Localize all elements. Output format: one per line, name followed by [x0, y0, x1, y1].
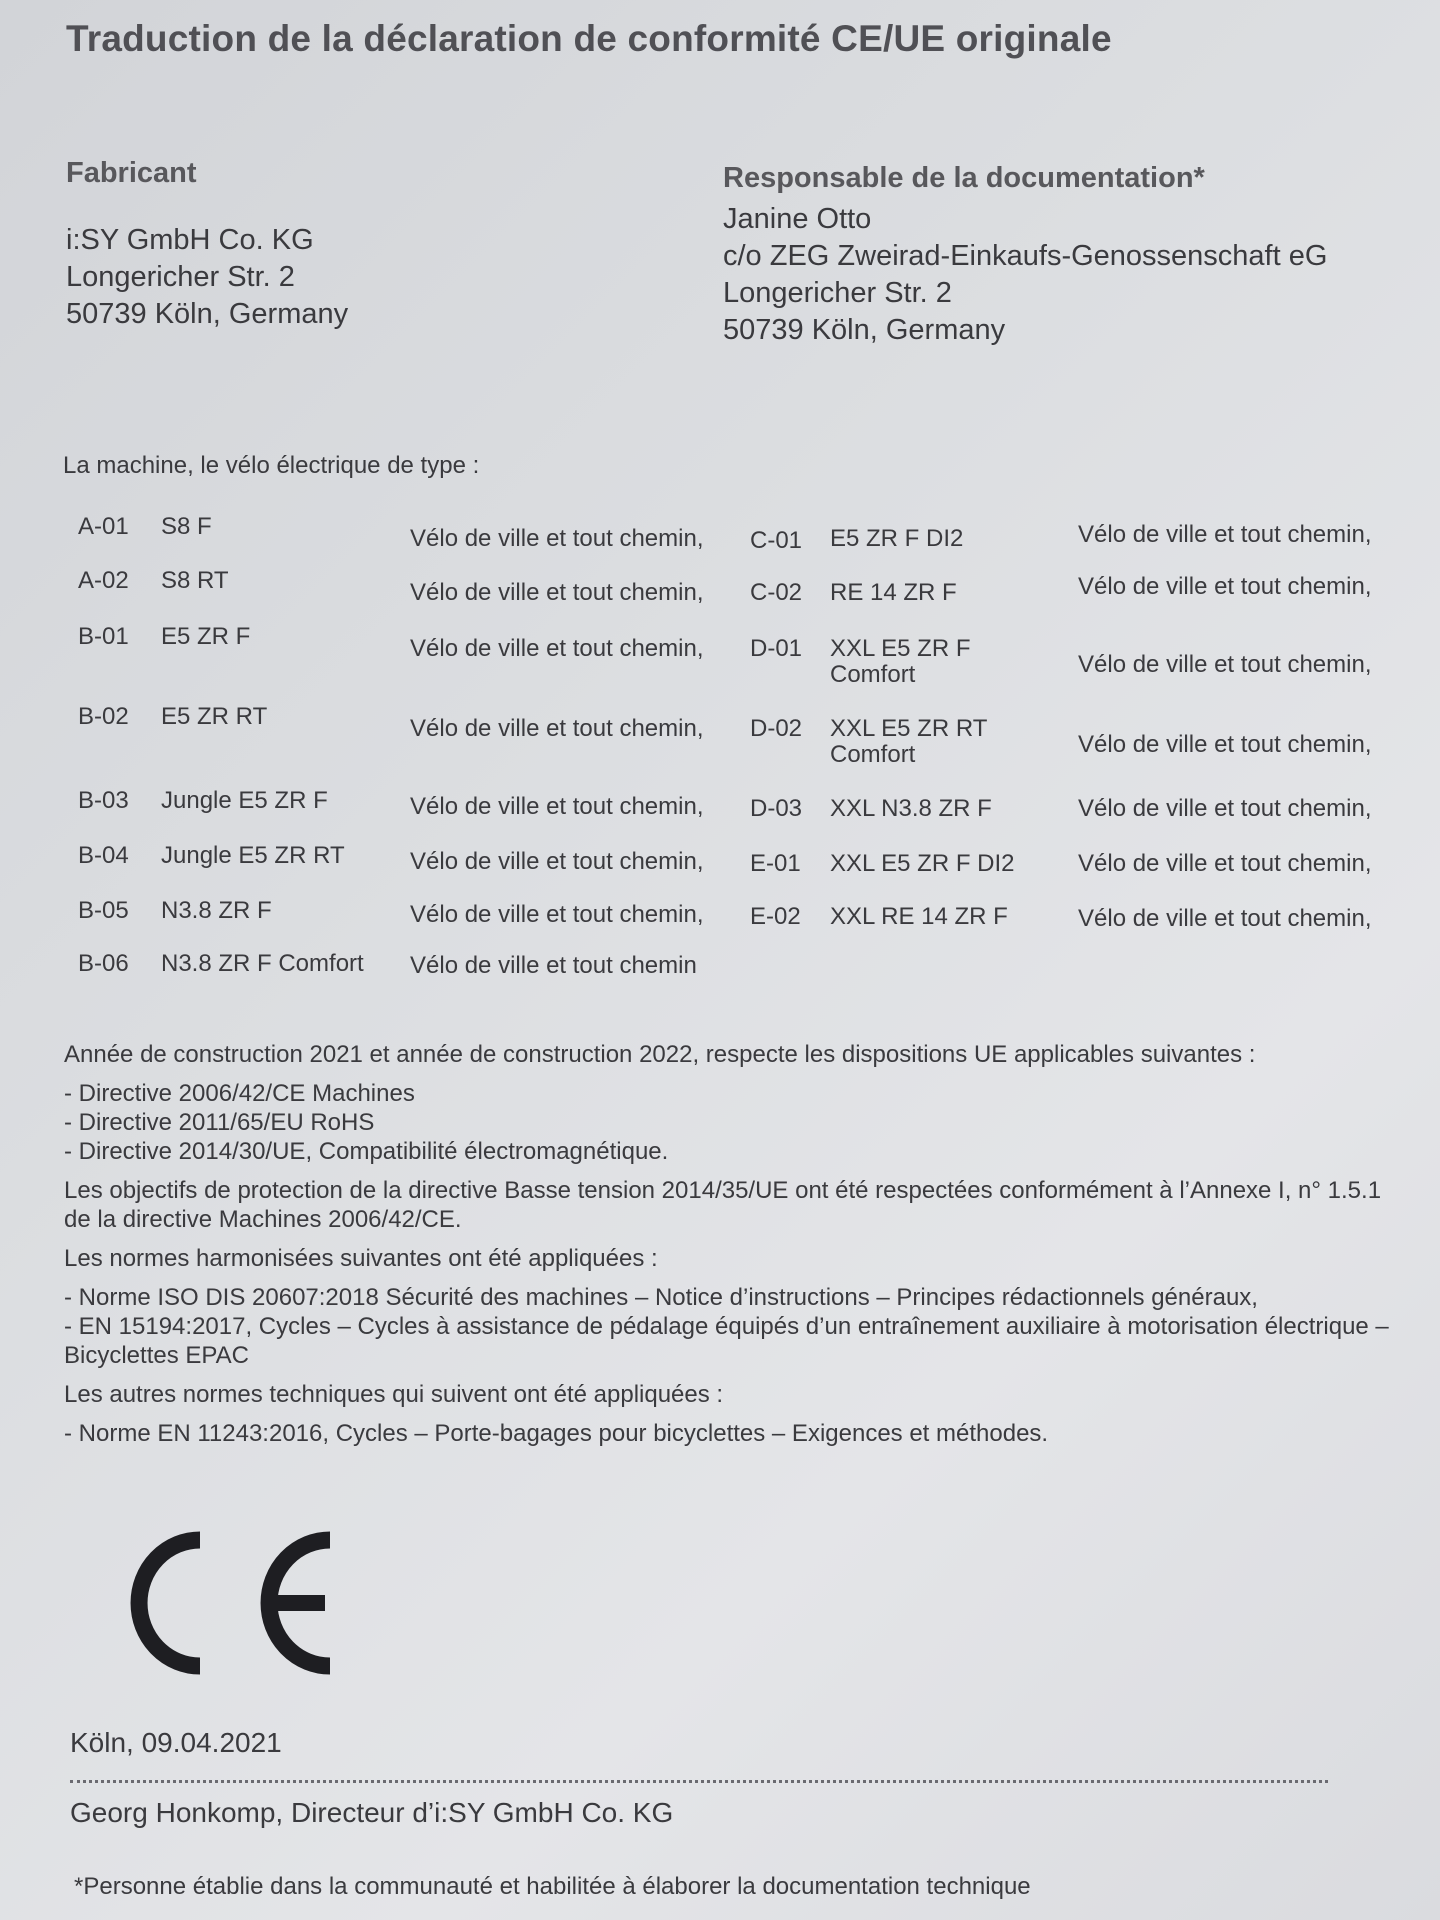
model-code: B-06 — [78, 950, 129, 977]
documentation-street: Longericher Str. 2 — [723, 277, 952, 309]
documentation-heading: Responsable de la documentation* — [723, 162, 1205, 194]
model-name: E5 ZR RT — [161, 703, 268, 730]
model-name: XXL N3.8 ZR F — [830, 795, 992, 822]
documentation-company: c/o ZEG Zweirad-Einkaufs-Genossenschaft eG — [723, 240, 1328, 272]
place-and-date: Köln, 09.04.2021 — [70, 1727, 282, 1758]
manufacturer-block — [66, 155, 348, 333]
model-code: E-01 — [750, 850, 801, 877]
model-code: E-02 — [750, 903, 801, 930]
documentation-city: 50739 Köln, Germany — [723, 314, 1006, 346]
manufacturer-heading: Fabricant — [66, 157, 197, 189]
model-description: Vélo de ville et tout chemin, — [1078, 573, 1372, 600]
model-name: XXL E5 ZR RT — [830, 715, 988, 742]
model-description: Vélo de ville et tout chemin, — [410, 901, 704, 928]
model-code: D-01 — [750, 635, 803, 662]
conformity-text — [64, 1040, 1414, 1448]
model-description: Vélo de ville et tout chemin, — [410, 848, 704, 875]
ce-mark-icon — [130, 1528, 350, 1678]
documentation-block — [723, 160, 1327, 349]
model-description: Vélo de ville et tout chemin — [410, 952, 697, 979]
year-statement: Année de construction 2021 et année de construction 2022, respecte les dispositions UE applicables suivantes : — [64, 1041, 1256, 1068]
documentation-person: Janine Otto — [723, 203, 872, 235]
footnote: *Personne établie dans la communauté et habilitée à élaborer la documentation technique — [74, 1873, 1031, 1900]
model-code: D-02 — [750, 715, 803, 742]
model-code: B-04 — [78, 842, 129, 869]
model-name: XXL RE 14 ZR F — [830, 903, 1008, 930]
model-name: RE 14 ZR F — [830, 579, 957, 606]
model-name: S8 RT — [161, 567, 229, 594]
model-description: Vélo de ville et tout chemin, — [410, 715, 704, 742]
directive-item: - Directive 2014/30/UE, Compatibilité électromagnétique. — [64, 1138, 669, 1165]
directive-item: - Directive 2011/65/EU RoHS — [64, 1109, 375, 1136]
manufacturer-name: i:SY GmbH Co. KG — [66, 224, 314, 256]
manufacturer-city: 50739 Köln, Germany — [66, 298, 349, 330]
harmonized-intro: Les normes harmonisées suivantes ont été appliquées : — [64, 1245, 658, 1272]
model-code: C-01 — [750, 527, 803, 554]
model-name: N3.8 ZR F — [161, 897, 272, 924]
model-description: Vélo de ville et tout chemin, — [1078, 795, 1372, 822]
signature-line — [70, 1780, 1328, 1783]
model-name-suffix: Comfort — [830, 661, 916, 688]
model-code: B-02 — [78, 703, 129, 730]
other-norms-intro: Les autres normes techniques qui suivent ont été appliquées : — [64, 1381, 724, 1408]
model-description: Vélo de ville et tout chemin, — [1078, 731, 1372, 758]
model-name: XXL E5 ZR F — [830, 635, 971, 662]
model-description: Vélo de ville et tout chemin, — [410, 635, 704, 662]
directive-item: - Directive 2006/42/CE Machines — [64, 1080, 415, 1107]
model-description: Vélo de ville et tout chemin, — [1078, 850, 1372, 877]
model-name: Jungle E5 ZR F — [161, 787, 328, 814]
model-description: Vélo de ville et tout chemin, — [1078, 905, 1372, 932]
model-code: B-03 — [78, 787, 129, 814]
model-code: A-01 — [78, 513, 129, 540]
machine-intro: La machine, le vélo électrique de type : — [63, 452, 480, 479]
model-description: Vélo de ville et tout chemin, — [410, 579, 704, 606]
harmonized-item: - Norme ISO DIS 20607:2018 Sécurité des machines – Notice d’instructions – Principes rédactionnels généraux, — [64, 1284, 1258, 1311]
model-description: Vélo de ville et tout chemin, — [410, 793, 704, 820]
model-name-suffix: Comfort — [830, 741, 916, 768]
manufacturer-street: Longericher Str. 2 — [66, 261, 295, 293]
model-code: C-02 — [750, 579, 803, 606]
model-code: A-02 — [78, 567, 129, 594]
model-name: Jungle E5 ZR RT — [161, 842, 345, 869]
model-name: S8 F — [161, 513, 212, 540]
model-code: B-05 — [78, 897, 129, 924]
model-name: XXL E5 ZR F DI2 — [830, 850, 1015, 877]
model-code: B-01 — [78, 623, 129, 650]
model-description: Vélo de ville et tout chemin, — [410, 525, 704, 552]
model-description: Vélo de ville et tout chemin, — [1078, 521, 1372, 548]
model-code: D-03 — [750, 795, 803, 822]
document-title: Traduction de la déclaration de conformité CE/UE originale — [66, 18, 1112, 59]
model-description: Vélo de ville et tout chemin, — [1078, 651, 1372, 678]
model-name: E5 ZR F DI2 — [830, 525, 964, 552]
harmonized-item: - EN 15194:2017, Cycles – Cycles à assistance de pédalage équipés d’un entraînement auxiliaire à motorisation électrique – Bicyclettes EPAC — [64, 1313, 1389, 1369]
low-voltage-statement: Les objectifs de protection de la directive Basse tension 2014/35/UE ont été respectées conformément à l’Annexe I, n° 1.5.1 de la directive Machines 2006/42/CE. — [64, 1177, 1382, 1233]
model-name: N3.8 ZR F Comfort — [161, 950, 364, 977]
other-norm-item: - Norme EN 11243:2016, Cycles – Porte-bagages pour bicyclettes – Exigences et méthodes. — [64, 1420, 1049, 1447]
signatory: Georg Honkomp, Directeur d’i:SY GmbH Co. KG — [70, 1797, 674, 1828]
model-name: E5 ZR F — [161, 623, 251, 650]
